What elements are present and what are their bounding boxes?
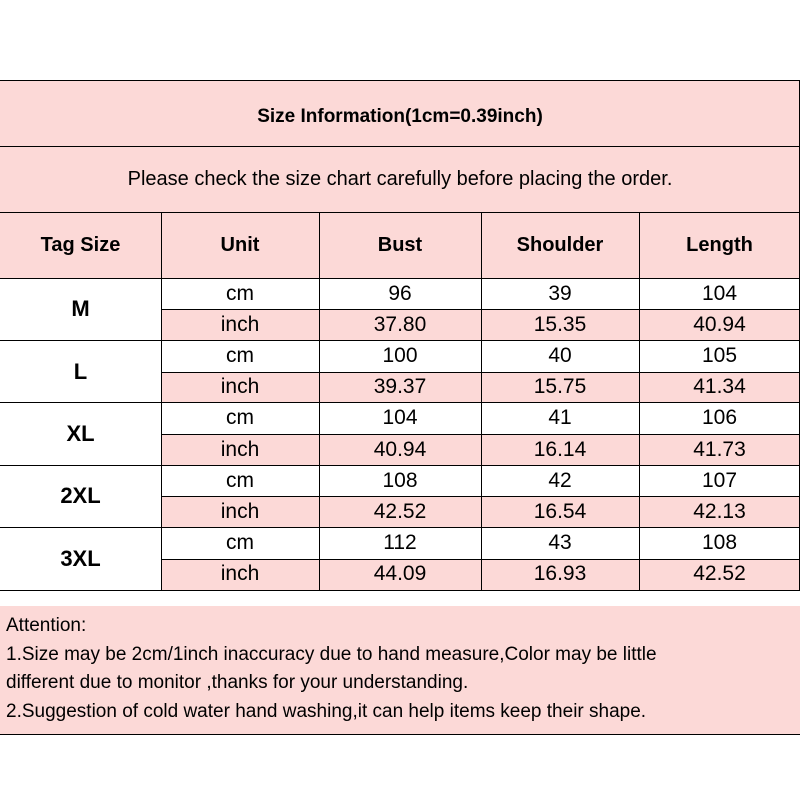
size-tag: 3XL <box>0 528 161 590</box>
header-unit: Unit <box>220 233 260 256</box>
length-cell: 107 <box>639 465 800 496</box>
length-cell: 41.34 <box>639 372 800 403</box>
unit-cell: inch <box>161 496 319 527</box>
bust-cell: 108 <box>319 465 481 496</box>
unit-cell: cm <box>161 403 319 434</box>
grid-line <box>639 212 640 590</box>
length-cell: 105 <box>639 340 800 371</box>
unit-cell: cm <box>161 465 319 496</box>
notes-line-1: 1.Size may be 2cm/1inch inaccuracy due to hand measure,Color may be little <box>6 643 657 665</box>
page-subtitle: Please check the size chart carefully before placing the order. <box>127 167 673 190</box>
notes-heading: Attention: <box>6 615 87 636</box>
grid-line <box>0 402 800 403</box>
unit-cell: cm <box>161 278 319 309</box>
length-cell: 42.13 <box>639 496 800 527</box>
grid-line <box>0 340 800 341</box>
unit-cell: cm <box>161 528 319 559</box>
grid-line <box>0 527 800 528</box>
shoulder-cell: 39 <box>481 278 639 309</box>
grid-line <box>319 212 320 590</box>
bust-cell: 112 <box>319 528 481 559</box>
grid-line <box>0 465 800 466</box>
unit-cell: cm <box>161 340 319 371</box>
unit-cell: inch <box>161 559 319 590</box>
header-row <box>0 212 800 278</box>
grid-line <box>0 734 800 735</box>
notes-line-3: 2.Suggestion of cold water hand washing,it can help items keep their shape. <box>6 700 647 722</box>
shoulder-cell: 16.14 <box>481 434 639 465</box>
bust-cell: 40.94 <box>319 434 481 465</box>
bust-cell: 37.80 <box>319 309 481 340</box>
bust-cell: 104 <box>319 403 481 434</box>
bust-cell: 39.37 <box>319 372 481 403</box>
grid-line <box>0 590 800 591</box>
bust-cell: 96 <box>319 278 481 309</box>
grid-line <box>0 80 800 81</box>
unit-cell: inch <box>161 309 319 340</box>
unit-cell: inch <box>161 434 319 465</box>
size-tag: M <box>0 278 161 340</box>
shoulder-cell: 15.75 <box>481 372 639 403</box>
shoulder-cell: 40 <box>481 340 639 371</box>
length-cell: 106 <box>639 403 800 434</box>
size-tag: XL <box>0 403 161 465</box>
header-tag-size: Tag Size <box>40 233 121 256</box>
notes-line-2: different due to monitor ,thanks for your understanding. <box>6 672 469 693</box>
length-cell: 41.73 <box>639 434 800 465</box>
length-cell: 108 <box>639 528 800 559</box>
page-title: Size Information(1cm=0.39inch) <box>257 106 543 127</box>
grid-line <box>481 212 482 590</box>
shoulder-cell: 43 <box>481 528 639 559</box>
attention-notes <box>0 606 800 734</box>
shoulder-cell: 42 <box>481 465 639 496</box>
shoulder-cell: 16.93 <box>481 559 639 590</box>
shoulder-cell: 41 <box>481 403 639 434</box>
bust-cell: 100 <box>319 340 481 371</box>
length-cell: 104 <box>639 278 800 309</box>
shoulder-cell: 15.35 <box>481 309 639 340</box>
shoulder-cell: 16.54 <box>481 496 639 527</box>
grid-line <box>0 278 800 279</box>
header-length: Length <box>686 233 753 256</box>
grid-line <box>0 146 800 147</box>
header-shoulder: Shoulder <box>516 233 604 256</box>
title-row <box>0 80 800 146</box>
length-cell: 40.94 <box>639 309 800 340</box>
bust-cell: 42.52 <box>319 496 481 527</box>
length-cell: 42.52 <box>639 559 800 590</box>
bust-cell: 44.09 <box>319 559 481 590</box>
subtitle-row <box>0 146 800 212</box>
grid-line <box>161 212 162 590</box>
grid-line <box>0 212 800 213</box>
size-tag: 2XL <box>0 465 161 527</box>
size-tag: L <box>0 340 161 402</box>
unit-cell: inch <box>161 372 319 403</box>
header-bust: Bust <box>377 233 423 256</box>
